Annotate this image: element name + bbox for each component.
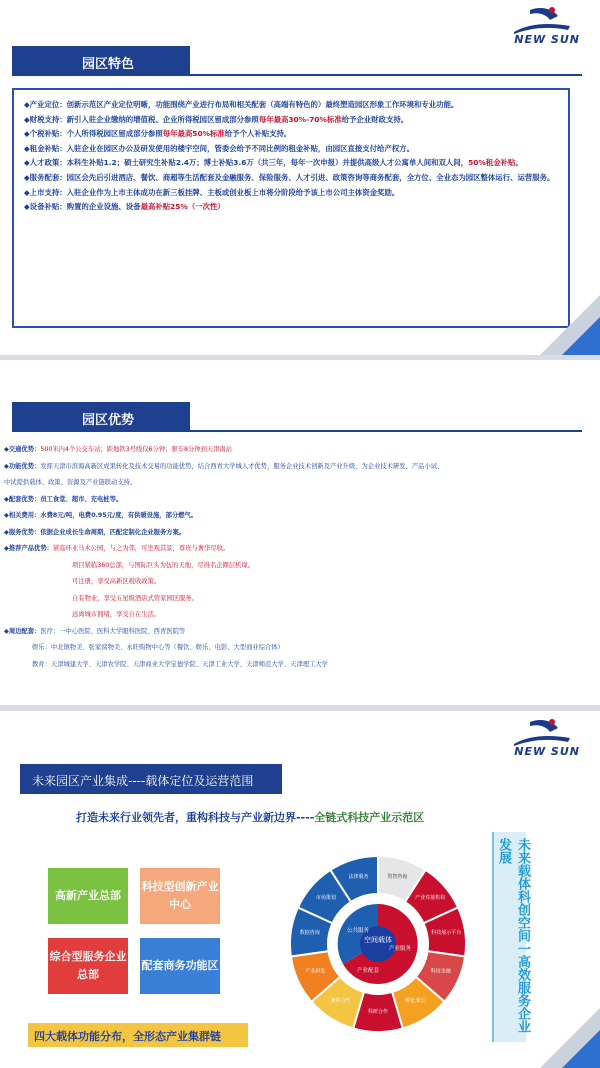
wheel-segment-label: 产业研发 — [305, 968, 326, 975]
feature-item: ◆租金补贴：入驻企业在园区办公及研发使用的楼宇空间，管委会给予不同比例的租金补贴，由园区直接支付给产权方。 — [24, 143, 415, 153]
periphery-medical: ◆周边配套：医疗：一中心医院、医科大学眼科医院、西青医院等 — [4, 627, 186, 635]
title-underline — [190, 74, 582, 76]
feature-item: ◆个税补贴：个人所得税园区留成部分参照每年最高50%标准给予个人补贴支持。 — [24, 129, 292, 139]
advantage-line: ◆相关费用：水费8元/吨，电费0.95元/度，有供暖设施，部分燃气。 — [4, 512, 198, 519]
slide-park-features — [0, 0, 600, 355]
wheel-center-label: 空间载体 — [364, 936, 392, 944]
advantage-line: ◆功能优势：发挥天津市滨海高新区成果转化及技术交易的功能优势，结合西青大学城人才优势，服务企业技术创新及产业升级，为企业技术研发、产品小试、 — [4, 462, 444, 470]
newsun-logo — [500, 6, 580, 46]
cube-service-hq: 综合型服务企业总部 — [48, 938, 128, 994]
feature-item: ◆产业定位：创新示范区产业定位明晰，功能围绕产业进行布局和相关配套（高端有特色的）最终塑造园区形象工作环境和专业功能。 — [24, 100, 459, 109]
logo-text: NEW SUN — [514, 745, 580, 758]
feature-item: ◆人才政策：本科生补贴1.2；硕士研究生补贴2.4万；博士补贴3.6万（共三年，每年一次申报）并提供高级人才公寓单人间和双人间，50%租金补贴。 — [24, 158, 523, 168]
wheel-inner-label: 产业服务 — [388, 946, 412, 952]
slide-future-park — [0, 712, 600, 1068]
periphery-entertainment: 娱乐：中北镇物美、张家窝物美、永旺购物中心等（餐饮、娱乐、电影、大型商业综合体） — [32, 644, 284, 651]
advantage-line: ◆配套优势：员工食堂、超市、充电桩等。 — [4, 495, 123, 503]
wheel-segment-label: 法律服务 — [348, 873, 369, 880]
feature-item: ◆设备补贴：购置的企业设施、设备最高补贴25%（一次性） — [24, 202, 225, 212]
slide-park-advantages — [0, 360, 600, 705]
cube-business-zone: 配套商务功能区 — [140, 938, 220, 994]
wheel-segment-label: 产业对接机构 — [415, 894, 446, 901]
feature-item: ◆服务配套：园区会先后引进酒店、餐饮、商超等生活配套及金融服务、保险服务、人才引进、政策咨询等商务配套，全方位、全业态为园区整体运行、运营服务。 — [24, 172, 555, 182]
cube-tech-innovation: 科技型创新产业中心 — [140, 868, 220, 924]
product-advantage-line: 自有物业，享受五星级酒店式管家园区服务。 — [72, 594, 198, 602]
feature-item: ◆上市支持：入驻企业作为上市主体成功在新三板挂牌、主板或创业板上市将分阶段给予该上市公司主体资金奖励。 — [24, 187, 400, 197]
wheel-inner-label: 公共服务 — [346, 928, 370, 934]
wheel-segment-label: 市场策划 — [315, 894, 336, 901]
future-park-title: 未来园区产业集成----载体定位及运营范围 — [20, 764, 282, 794]
section-title-features: 园区特色 — [12, 46, 190, 76]
industry-wheel-diagram — [288, 840, 468, 1040]
future-park-subtitle: 打造未来行业领先者，重构科技与产业新边界----全链式科技产业示范区 — [76, 811, 425, 824]
periphery-education: 教育：天津城建大学、天津农学院、天津商业大学宝德学院、天津工业大学、天津师范大学、天津理工大学 — [32, 660, 328, 668]
wheel-segment-label: 科技金融 — [430, 968, 451, 975]
wheel-inner-label: 产业配套 — [356, 968, 380, 974]
corner-decoration — [530, 1008, 600, 1068]
logo-text: NEW SUN — [514, 33, 580, 46]
wheel-segment-label: 资智咨询 — [387, 873, 408, 880]
features-box — [12, 88, 570, 328]
product-advantage-line: 项目紧临360总部，与国际巨头为伍的天地，尽得名企圈层机缘。 — [72, 561, 255, 569]
corner-decoration — [530, 295, 600, 355]
advantage-line: ◆服务优势：依据企业成长生命周期，匹配定制化企业服务方案。 — [4, 528, 186, 536]
advantage-line: ◆交通优势：500米内4个公交车站；距地铁3号线仅6分钟；驱车8分钟到天津南站 — [4, 446, 233, 453]
title-underline — [190, 430, 582, 432]
slide-divider — [0, 705, 600, 711]
wheel-segment-label: 科技展示平台 — [431, 930, 462, 937]
cube-hightech-hq: 高新产业总部 — [48, 868, 128, 924]
vertical-slogan: 未来载体科创空间一高效服务企业发展 — [492, 832, 526, 1042]
product-advantage-line: 可注册，享受高新区税收政策。 — [72, 578, 161, 585]
carrier-banner: 四大载体功能分布，全形态产业集群链 — [28, 1023, 248, 1047]
product-advantage-line: 远离城市拥堵，享受自在生活。 — [72, 611, 161, 618]
newsun-logo — [500, 718, 580, 758]
section-title-advantages: 园区优势 — [12, 402, 190, 432]
wheel-segment-label: 科研合作 — [367, 1009, 389, 1015]
advantages-box — [4, 442, 596, 700]
wheel-segment-label: 孵化成长 — [405, 998, 426, 1005]
wheel-segment-label: 兼职合作 — [330, 998, 351, 1005]
feature-item: ◆财税支持：新引入驻企业缴纳的增值税、企业所得税园区留成部分参照每年最高30%-70%标准给予企业财政支持。 — [24, 114, 409, 124]
advantage-line: 中试提供载体、政策、资源及产业链联动支持。 — [4, 479, 137, 486]
wheel-segment-label: 数据咨询 — [299, 930, 320, 937]
advantage-line: ◆推荐产品优势：紧临环亚马术公园，与之为邻，可坐观其景，尊贵与奢华尽收。 — [4, 545, 230, 552]
